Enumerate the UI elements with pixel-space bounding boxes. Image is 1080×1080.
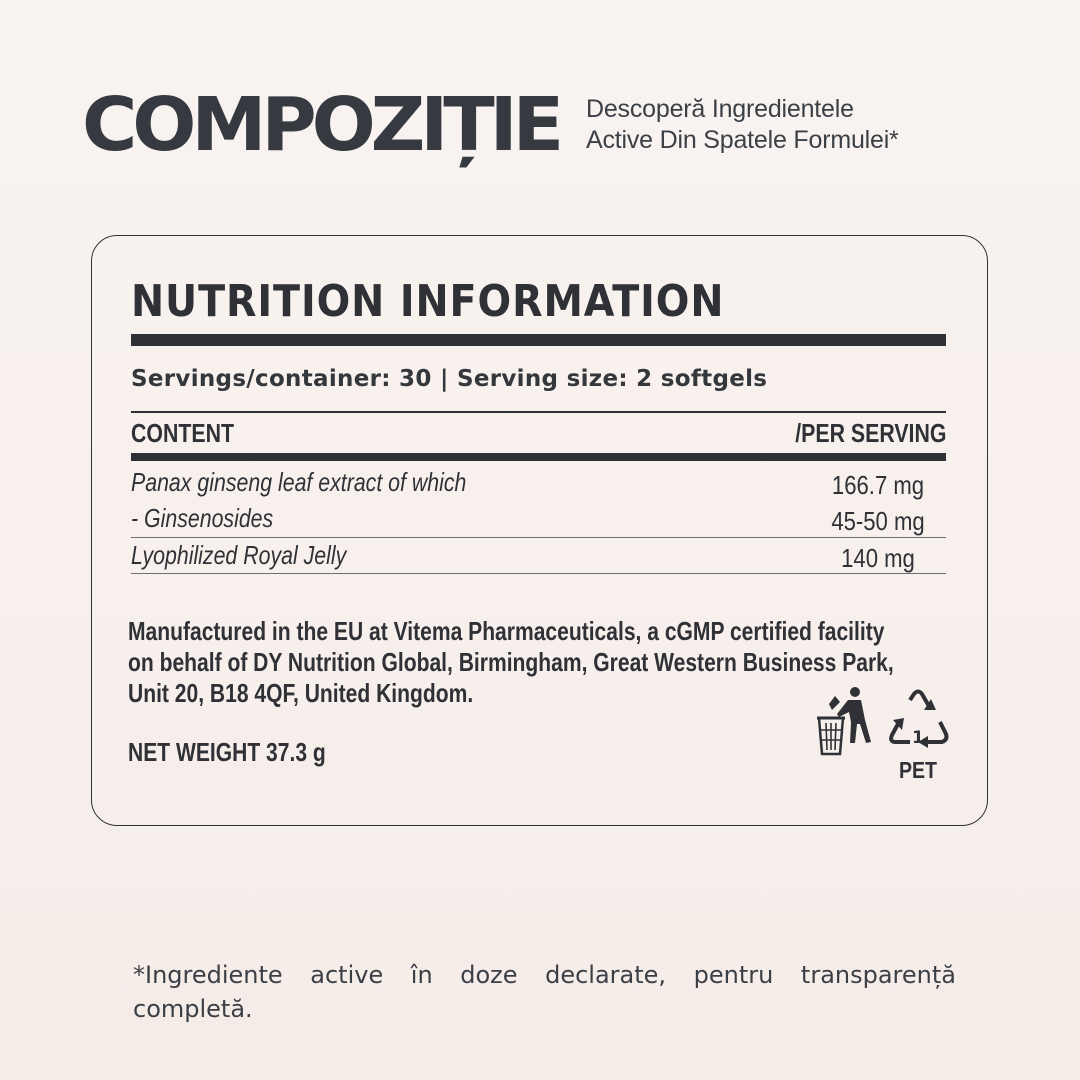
ingredient-name: Panax ginseng leaf extract of which xyxy=(131,467,467,497)
nutrition-title: NUTRITION INFORMATION xyxy=(131,276,725,327)
serving-info: Servings/container: 30 | Serving size: 2 softgels xyxy=(131,366,768,392)
row-divider xyxy=(131,573,946,574)
manufacturer-line: Manufactured in the EU at Vitema Pharmaceuticals, a cGMP certified facility xyxy=(128,616,885,646)
recycle-code-number: 1 xyxy=(912,728,924,748)
row-divider xyxy=(131,537,946,538)
column-header-content: CONTENT xyxy=(131,418,235,448)
page-subtitle xyxy=(586,94,1006,156)
column-header-per-serving: /PER SERVING xyxy=(794,418,946,448)
ingredient-name: - Ginsenosides xyxy=(131,503,274,533)
subtitle-line-2: Active Din Spatele Formulei* xyxy=(586,126,899,154)
ingredient-name: Lyophilized Royal Jelly xyxy=(131,540,347,570)
footnote: *Ingrediente active în doze declarate, pentru transparență completă. xyxy=(133,961,956,1023)
manufacturer-line: Unit 20, B18 4QF, United Kingdom. xyxy=(128,678,474,708)
subtitle-line-1: Descoperă Ingredientele xyxy=(586,95,854,123)
ingredient-value: 45-50 mg xyxy=(831,506,925,536)
recycle-material-label: PET xyxy=(898,757,938,783)
thick-divider xyxy=(131,334,946,346)
divider xyxy=(131,411,946,413)
tidyman-trash-icon xyxy=(815,686,875,758)
net-weight: NET WEIGHT 37.3 g xyxy=(128,737,326,767)
ingredient-value: 140 mg xyxy=(841,543,915,573)
page-title: COMPOZIȚIE xyxy=(82,82,560,168)
table-header-divider xyxy=(131,453,946,461)
ingredient-value: 166.7 mg xyxy=(831,470,925,500)
manufacturer-line: on behalf of DY Nutrition Global, Birmingham, Great Western Business Park, xyxy=(128,647,894,677)
